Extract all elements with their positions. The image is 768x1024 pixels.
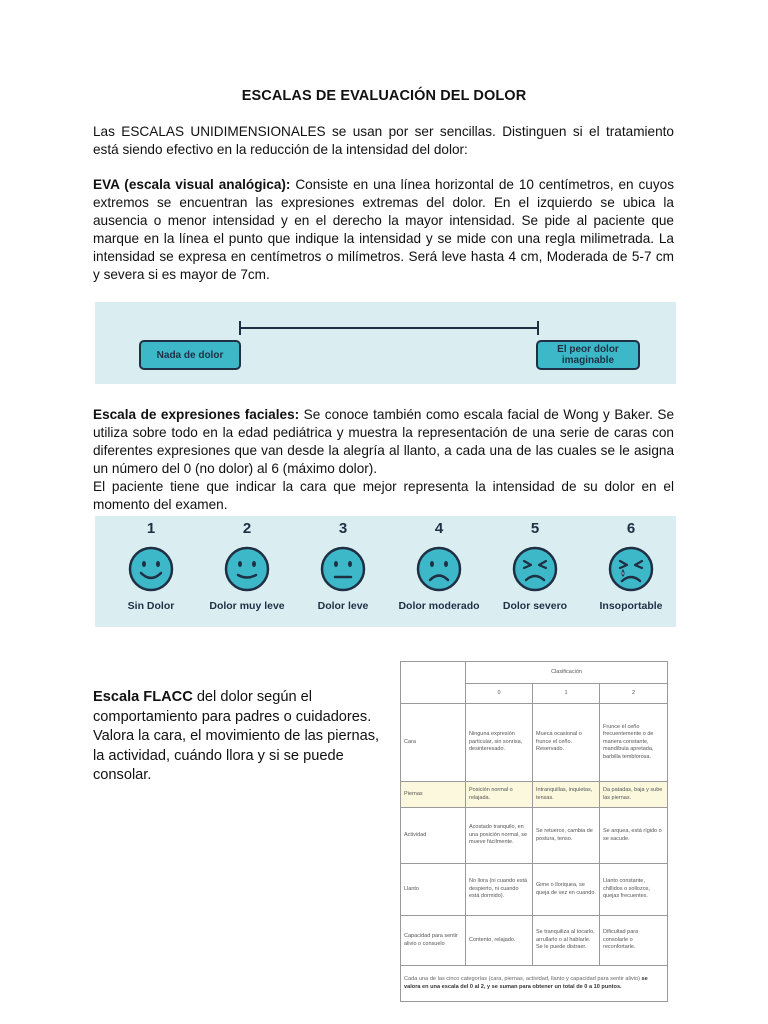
column-header-1: 1	[533, 684, 600, 704]
face-label: Dolor muy leve	[209, 600, 285, 612]
faces-description: Se conoce también como escala facial de Wong y Baker. Se utiliza sobre todo en la edad pediátrica y muestra la representación de una serie de caras con diferentes expresiones que van desde la alegría al llanto, a cada una de las cuales se le asigna un número del 0 (no dolor) al 6 (máximo dolor).	[93, 407, 675, 476]
smiling-face-icon	[128, 546, 174, 592]
row-name: Piernas	[401, 782, 466, 808]
row-cell: Acostado tranquilo, en una posición normal, se mueve fácilmente.	[466, 808, 533, 864]
neutral-face-icon	[320, 546, 366, 592]
face-5	[487, 516, 583, 612]
face-number: 2	[242, 520, 252, 537]
row-cell: No llora (ni cuando está despierto, ni cuando está dormido).	[466, 864, 533, 916]
table-row	[401, 704, 668, 782]
row-cell: Da patadas, baja y sube las piernas.	[600, 782, 668, 808]
squinting-sad-face-icon	[512, 546, 558, 592]
face-label: Insoportable	[599, 600, 663, 612]
row-cell: Se retuerce, cambia de postura, tenso.	[533, 808, 600, 864]
row-name: Capacidad para sentir alivio o consuelo	[401, 916, 466, 966]
table-row	[401, 916, 668, 966]
flacc-heading: Escala FLACC	[93, 689, 193, 705]
face-4	[391, 516, 487, 612]
classification-header: Clasificación	[466, 662, 668, 684]
row-cell: Mueca ocasional o frunce el ceño. Reservado.	[533, 704, 600, 782]
face-label: Dolor leve	[317, 600, 369, 612]
table-header-row	[401, 662, 668, 684]
column-header-2: 2	[600, 684, 668, 704]
table-footer	[401, 966, 668, 1002]
face-number: 3	[338, 520, 348, 537]
flacc-paragraph	[93, 688, 385, 786]
eva-line	[240, 327, 538, 329]
table-footer-row	[401, 966, 668, 1002]
column-header-0: 0	[466, 684, 533, 704]
row-name: Cara	[401, 704, 466, 782]
eva-left-tick	[239, 321, 241, 335]
footer-bold-text: se valora en una escala del 0 al 2, y se suman para obtener un total de 0 a 10 puntos.	[404, 976, 648, 990]
row-cell: Gime o lloriquea, se queja de vez en cuando.	[533, 864, 600, 916]
face-label: Dolor severo	[502, 600, 568, 612]
face-number: 5	[530, 520, 540, 537]
face-2	[199, 516, 295, 612]
flacc-table	[400, 661, 668, 1002]
row-cell: Intranquillas, inquietas, tensas.	[533, 782, 600, 808]
eva-right-box: El peor dolor imaginable	[536, 340, 640, 370]
face-3	[295, 516, 391, 612]
crying-face-icon	[608, 546, 654, 592]
face-number: 4	[434, 520, 444, 537]
eva-paragraph	[93, 176, 674, 284]
footer-plain-text: Cada una de las cinco categorías (cara, piernas, actividad, llanto y capacidad para sentir alivio)	[404, 976, 640, 982]
row-cell: Llanto constante, chillidos o sollozos, quejas frecuentes.	[600, 864, 668, 916]
face-number: 1	[146, 520, 156, 537]
faces-paragraph-2: El paciente tiene que indicar la cara que mejor representa la intensidad de su dolor en el momento del examen.	[93, 479, 674, 512]
table-corner-cell	[401, 662, 466, 704]
intro-paragraph: Las ESCALAS UNIDIMENSIONALES se usan por ser sencillas. Distinguen si el tratamiento está siendo efectivo en la reducción de la intensidad del dolor:	[93, 124, 674, 157]
table-row	[401, 782, 668, 808]
sad-face-icon	[416, 546, 462, 592]
table-row	[401, 864, 668, 916]
face-6	[583, 516, 679, 612]
eva-description: Consiste en una línea horizontal de 10 centímetros, en cuyos extremos se encuentran las expresiones extremas del dolor. En el izquierdo se ubica la ausencia o menor intensidad y en el derecho la mayor intensidad. Se pide al paciente que marque en la línea el punto que indique la intensidad y se mide con una regla milimetrada. La intensidad se expresa en centímetros o milímetros. Será leve hasta 4 cm, Moderada de 5-7 cm y severa si es mayor de 7cm.	[93, 177, 674, 282]
row-cell: Dificultad para consolarle o reconfortarle.	[600, 916, 668, 966]
slight-smile-face-icon	[224, 546, 270, 592]
row-cell: Ninguna expresión particular, sin sonrisa, desinteresado.	[466, 704, 533, 782]
table-row	[401, 808, 668, 864]
face-number: 6	[626, 520, 636, 537]
face-1	[103, 516, 199, 612]
row-name: Actividad	[401, 808, 466, 864]
flacc-description: del dolor según el comportamiento para padres o cuidadores. Valora la cara, el movimiento de las piernas, la actividad, cuándo llora y si se puede consolar.	[93, 689, 380, 783]
row-cell: Se arquea, está rígido o se sacude.	[600, 808, 668, 864]
faces-paragraph	[93, 406, 674, 478]
eva-left-box: Nada de dolor	[139, 340, 241, 370]
row-name: Llanto	[401, 864, 466, 916]
faces-scale-figure	[95, 516, 676, 627]
eva-scale-figure	[95, 302, 676, 384]
faces-heading: Escala de expresiones faciales:	[93, 407, 300, 422]
face-label: Sin Dolor	[127, 600, 175, 612]
eva-right-tick	[537, 321, 539, 335]
row-cell: Frunce el ceño frecuentemente o de manera constante, mandíbula apretada, barbilla temblorosa.	[600, 704, 668, 782]
face-label: Dolor moderado	[398, 600, 480, 612]
row-cell: Posición normal o relajada.	[466, 782, 533, 808]
page-title: ESCALAS DE EVALUACIÓN DEL DOLOR	[241, 88, 527, 104]
eva-heading: EVA (escala visual analógica):	[93, 177, 291, 192]
row-cell: Se tranquiliza al tocarlo, arrullarlo o al hablarle. Se le puede distraer.	[533, 916, 600, 966]
row-cell: Contento, relajado.	[466, 916, 533, 966]
